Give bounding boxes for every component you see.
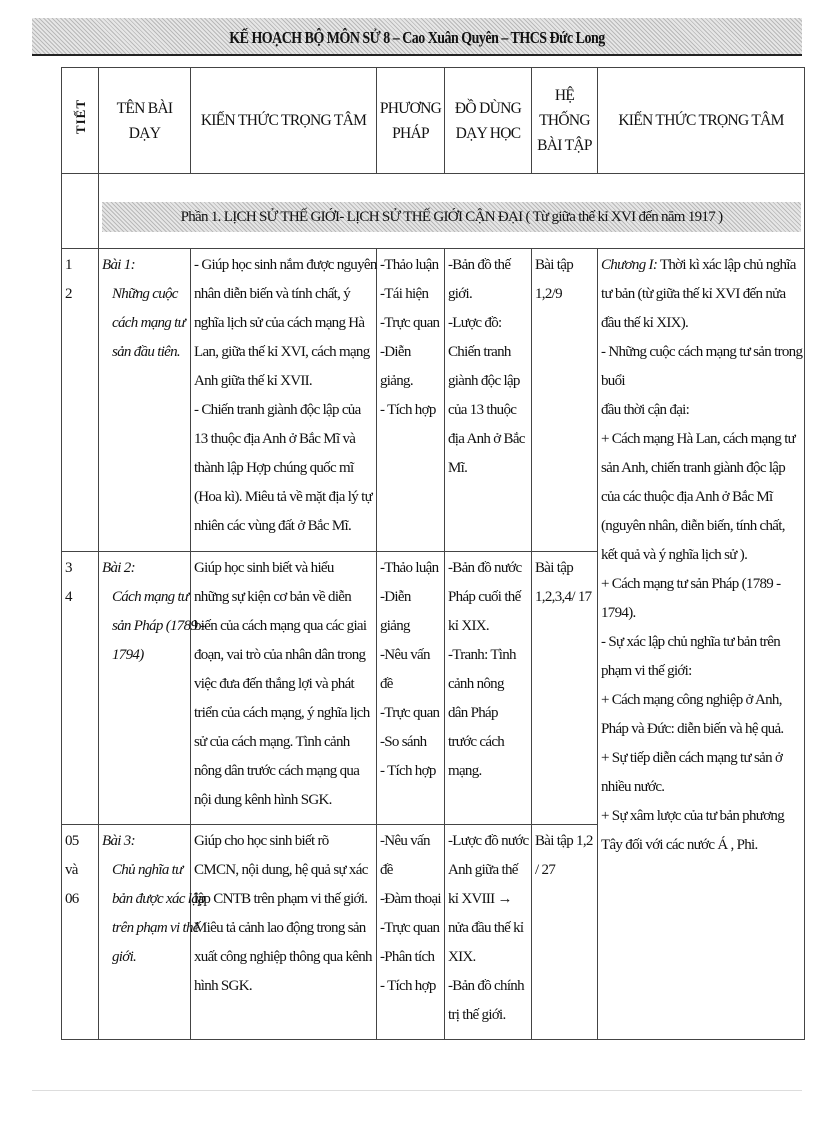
summary-line: + Sự xâm lược của tư bản phương [601,808,785,824]
col-header-phuong-phap [377,68,445,174]
text-line: cách mạng tư [112,315,186,331]
lesson-cell [99,249,191,552]
text-line: đoạn, vai trò của nhân dân trong [194,647,366,663]
exercises-cell [532,825,598,1040]
text-line: - Tích hợp [380,978,436,994]
text-line: -Bản đồ thế [448,257,511,273]
summary-line: sản Anh, chiến tranh giành độc lập [601,460,786,476]
header-line: PHÁP [392,124,429,142]
summary-line: + Cách mạng tư sản Pháp (1789 - [601,576,781,592]
text-line: sản Pháp (1789 - [112,618,205,634]
text-line: -Trực quan [380,315,440,331]
tiet-cell [62,249,99,552]
text-line: -Diễn [380,344,411,360]
methods-cell [377,249,445,552]
text-line: giới. [112,949,137,965]
lesson-label: Bài 2: [102,560,135,576]
text-line: -Lược đồ nước [448,833,529,849]
text-line: XIX. [448,949,476,965]
text-line: 2 [65,286,72,302]
summary-line: - Sự xác lập chủ nghĩa tư bản trên [601,634,781,650]
text-line: địa Anh ở Bắc [448,431,525,447]
text-line: Giúp cho học sinh biết rõ [194,833,329,849]
summary-line: + Cách mạng Hà Lan, cách mạng tư [601,431,796,447]
tiet-cell [62,552,99,825]
header-line: BÀI TẬP [537,137,592,154]
text-line: những sự kiện cơ bản về diễn [194,589,352,605]
text-line: 3 [65,560,72,576]
text-line: Giúp học sinh biết và hiểu [194,560,334,576]
text-line: / 27 [535,862,556,878]
text-line: -Đàm thoại [380,891,441,907]
text-line: giới. [448,286,473,302]
knowledge-cell [191,249,377,552]
text-line: Chủ nghĩa tư [112,862,183,878]
summary-line: tư bản (từ giữa thế kỉ XVI đến nửa [601,286,786,302]
lesson-label: Bài 1: [102,257,135,273]
part-heading-row [62,174,805,249]
text-line: bản được xác lập [112,891,205,907]
exercises-cell [532,552,598,825]
text-line: Anh giữa thế [448,862,518,878]
text-line: -Tranh: Tình [448,647,516,663]
summary-line: + Cách mạng công nghiệp ở Anh, [601,692,782,708]
text-line: giành độc lập [448,373,520,389]
text-line: việc đưa đến thắng lợi và phát [194,676,355,692]
lesson-cell [99,825,205,1040]
col-header-he-thong [532,68,598,174]
text-line: Lan, giữa thế kỉ XVI, cách mạng [194,344,370,360]
chapter-summary-cell [598,249,805,1040]
text-line: - Tích hợp [380,402,436,418]
text-line: 06 [65,891,79,907]
summary-line: 1794). [601,605,636,621]
knowledge-cell [191,825,377,1040]
text-line: 05 [65,833,79,849]
text-line: Pháp cuối thế [448,589,521,605]
chapter-summary [601,251,801,860]
text-line: trên phạm vi thế [112,920,199,936]
text-line: - Chiến tranh giành độc lập của [194,402,361,418]
text-line: -Phân tích [380,949,435,965]
text-line: Bài tập [535,257,574,273]
text-line: xuất công nghiệp thông qua kênh [194,949,372,965]
methods-cell [377,825,445,1040]
text-line: đề [380,676,393,692]
text-line: hình SGK. [194,978,252,994]
text-line: Mĩ. [448,460,468,476]
text-line: trị thế giới. [448,1007,506,1023]
document-title: KẾ HOẠCH BỘ MÔN SỬ 8 – Cao Xuân Quyên – THCS Đức Long [229,28,605,47]
text-line: Miêu tả cảnh lao động trong sản [194,920,366,936]
text-line: - Giúp học sinh nắm được nguyên [194,257,377,273]
text-line: Chiến tranh [448,344,511,360]
footer-rule [32,1090,802,1091]
materials-cell [445,249,532,552]
text-line: nghĩa lịch sử của cách mạng Hà [194,315,365,331]
part-heading-cell [99,174,805,249]
text-line: -Thảo luận [380,560,439,576]
text-line: -Diễn [380,589,411,605]
text-line: -Trực quan [380,920,440,936]
summary-line: đầu thời cận đại: [601,402,690,418]
summary-line: đầu thế kỉ XIX). [601,315,689,331]
lesson-title [102,583,205,670]
text-line: biến của cách mạng qua các giai [194,618,367,634]
header-row [62,68,805,174]
text-line: 13 thuộc địa Anh ở Bắc Mĩ và [194,431,356,447]
text-line: lập CNTB trên phạm vi thế giới. [194,891,368,907]
lesson-label: Bài 3: [102,833,135,849]
col-header-ten-bai: TÊN BÀI DẠY [99,68,191,174]
lesson-title [102,856,205,972]
materials-cell [445,552,532,825]
chapter-label: Chương I: [601,257,658,273]
text-line: (Hoa kì). Miêu tả về mặt địa lý tự [194,489,373,505]
text-line: và [65,862,78,878]
header-line: HỆ [554,87,575,104]
header-band [32,18,802,56]
text-line: đề [380,862,393,878]
text-line: trước cách [448,734,505,750]
part-heading: Phần 1. LỊCH SỬ THẾ GIỚI- LỊCH SỬ THẾ GIỚI CẬN ĐẠI ( Từ giữa thế kỉ XVI đến năm 1917 ) [102,202,801,232]
text-line: Bài tập 1,2 [535,833,593,849]
text-line: 4 [65,589,72,605]
text-line: sản đầu tiên. [112,344,180,360]
part-heading-blank [62,174,99,249]
text-line: CMCN, nội dung, hệ quả sự xác [194,862,368,878]
text-line: 1,2/9 [535,286,562,302]
col-header-tiet: TIẾT [62,68,99,174]
text-line: sử của cách mạng. Tình cảnh [194,734,350,750]
header-line: PHƯƠNG [379,99,442,117]
col-header-kien-thuc: KIẾN THỨC TRỌNG TÂM [191,68,377,174]
text-line: 1 [65,257,72,273]
lesson-title [102,280,187,367]
summary-line: Pháp và Đức: diễn biến và hệ quả. [601,721,784,737]
text-line: -Thảo luận [380,257,439,273]
text-line: dân Pháp [448,705,498,721]
summary-first-line: Thời kì xác lập chủ nghĩa [659,257,796,273]
text-line: triển của cách mạng, ý nghĩa lịch [194,705,370,721]
text-line: Những cuộc [112,286,178,302]
header-line: THỐNG [539,112,590,129]
header-line: ĐỒ DÙNG [454,99,522,117]
text-line: -Bản đồ chính [448,978,524,994]
text-line: mạng. [448,763,482,779]
summary-line: buổi [601,373,625,389]
summary-line: Tây đối với các nước Á , Phi. [601,837,758,853]
exercises-cell [532,249,598,552]
lesson-row [62,249,805,552]
text-line: -So sánh [380,734,427,750]
text-line: nửa đầu thế kỉ [448,920,524,936]
summary-lines [601,280,801,860]
summary-line: - Những cuộc cách mạng tư sản trong [601,344,803,360]
knowledge-cell [191,552,377,825]
col-header-do-dung [445,68,532,174]
summary-line: (nguyên nhân, diễn biến, tính chất, [601,518,785,534]
text-line: -Trực quan [380,705,440,721]
text-line: Cách mạng tư [112,589,189,605]
text-line: kỉ XIX. [448,618,489,634]
text-line: giảng. [380,373,413,389]
text-line: giảng [380,618,410,634]
summary-line: + Sự tiếp diễn cách mạng tư sản ở [601,750,783,766]
header-line: DẠY HỌC [455,124,521,142]
summary-line: của các thuộc địa Anh ở Bắc Mĩ [601,489,773,505]
tiet-cell [62,825,99,1040]
text-line: 1,2,3,4/ 17 [535,589,592,605]
text-line: thành lập Hợp chúng quốc mĩ [194,460,354,476]
text-line: -Lược đồ: [448,315,502,331]
summary-line: kết quả và ý nghĩa lịch sử ). [601,547,748,563]
summary-line: phạm vi thế giới: [601,663,692,679]
lesson-plan-table [61,67,805,1040]
text-line: 1794) [112,647,144,663]
text-line: -Tái hiện [380,286,429,302]
text-line: nội dung kênh hình SGK. [194,792,332,808]
col-header-kien-thuc-2: KIẾN THỨC TRỌNG TÂM [598,68,805,174]
text-line: Anh giữa thế kỉ XVII. [194,373,312,389]
materials-cell [445,825,532,1040]
text-line: kỉ XVIII → [448,891,512,907]
text-line: nhân diễn biến và tính chất, ý [194,286,351,302]
text-line: -Nêu vấn [380,647,430,663]
text-line: -Nêu vấn [380,833,430,849]
methods-cell [377,552,445,825]
text-line: của 13 thuộc [448,402,517,418]
text-line: -Bản đồ nước [448,560,522,576]
summary-line: nhiều nước. [601,779,665,795]
text-line: nông dân trước cách mạng qua [194,763,360,779]
text-line: nhiên các vùng đất ở Bắc Mĩ. [194,518,352,534]
text-line: - Tích hợp [380,763,436,779]
text-line: cảnh nông [448,676,504,692]
text-line: Bài tập [535,560,574,576]
lesson-cell [99,552,205,825]
